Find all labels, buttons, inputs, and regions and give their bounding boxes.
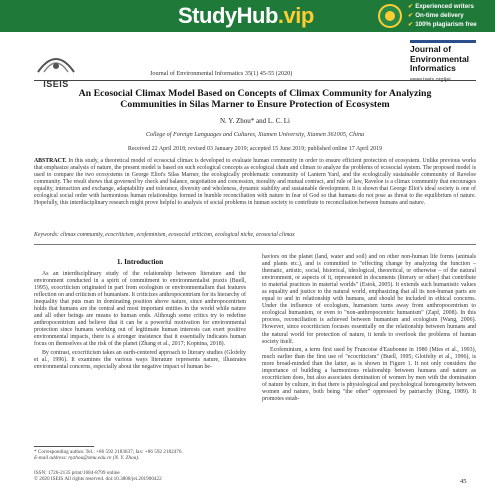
author-list: N. Y. Zhou* and L. C. Li (220, 117, 290, 125)
body-paragraph: haviors on the planet (land, water and soil) and on other non-human life forms (animals and plants etc.), and is committed to "effecting change by analyzing the function – thematic, artistic, social, historical, ideological, theoretical, or otherwise – of the natural environment, or aspects of it, represented in documents (literary or other) that contribute to material practices in material worlds" (Estok, 2005). It extends such humanistic values as equality and justice to the natural world, emphasizing that all its non-human parts are equal to and in relationship with humans, and should be included in ethical concerns. Under the influence of ecologism, humanism turns away from anthropocentrism to ecological humanism, or even to "non-anthropocentric humanism" (Zapf, 2008). In this process, reconciliation is achieved between humanism and ecologism (Wang, 2006). However, since ecocriticism focuses essentially on the relationship between humans and the natural world for protection of nature, it tends to overlook the problems of human society itself. (262, 254, 476, 345)
right-column (262, 254, 476, 404)
journal-name-line: Environmental (410, 53, 470, 64)
abstract (34, 158, 476, 207)
publication-dates: Received 22 April 2018; revised 03 January 2019; accepted 15 June 2019; published online 17 April 2019 (127, 146, 383, 152)
left-column (34, 258, 246, 372)
article-title (40, 88, 470, 110)
journal-logo (410, 40, 476, 83)
body-paragraph: Ecofeminism, a term first used by Francoise d'Eaubonne in 1980 (Mies et al., 1993), much earlier than the first use of "ecocriticism" (Buell, 1995; Glotfelty et al., 1996), is more broad-minded than the latter, as is shown in Figure 1. It not only considers the importance of building a harmonious relationship between humans and nature as ecocriticism does, but also associates domination of women by men with the domination of nature by culture, in that there is physiological and psychological homogeneity between women and nature, both being "the other" oppressed by patriarchy (King, 1989). It promotes estab- (262, 346, 476, 402)
journal-name-line: Journal of (410, 44, 452, 54)
footnote-line: E-mail address: nyzhou@xmu.edu.cn (N. Y. Zhou). (34, 455, 140, 462)
brand-logo[interactable] (178, 3, 314, 29)
journal-name-line: Informatics (410, 63, 456, 73)
abstract-text: In this study, a theoretical model of ecosocial climax is developed to evaluate human community in order to ensure efficient protection of ecosystem. Unlike previous works that emphasize analysis of nature, the present model is based on such ecological concepts as ecological chain and climax to analyze the problems of ecosocial system. The proposed model is used to compare the two ecosystems in George Eliot's Silas Marner, the ecologically problematic community of Lantern Yard, and the ecologically sustainable community of Raveloe community. The result shows that governed by check and balance, negotiation and concession, morality and mutual contract, and rule of law, Raveloe is a climax community that encourages equality, interaction and exchange, adaptability and tolerance, diversity and wholeness, dynamic stability and sustainable development. It is shown that George Eliot's ideal society is one of ecological social order with harmonious human relationships formed in humble reconciliation with nature in fear of God so that humans do not pose as threat to the equilibrium of nature. Hopefully, this interdisciplinary research might prove helpful to analysis of social problems in human society to contribute to reconciliation between humans and nature. (34, 158, 476, 206)
header-divider (34, 80, 476, 81)
journal-url[interactable]: www.iseis.org/jei (410, 76, 451, 83)
check-icon: ✔ (408, 12, 414, 19)
footnote-divider (34, 446, 94, 447)
brand-name: StudyHub (178, 3, 278, 28)
promo-banner (0, 0, 495, 32)
footnotes (34, 449, 246, 461)
brand-dot: . (277, 3, 284, 28)
body-paragraph: By contrast, ecocriticism takes an earth-centered approach to literary studies (Glofelty et al., 1996). It examines the various ways literature represents nature, illustrates environmental concerns, especially about the negative impact of human be- (34, 349, 246, 370)
body-paragraph: As an interdisciplinary study of the relationship between literature and the environment conducted in a spirit of commitment to environmentalist praxis (Buell, 1995), ecocriticism originated in part from ecologism or environmentalism that features reflection on and criticism of humanism. It criticizes anthropocentrism for its hierarchy of inequality that puts man in dominating position above nature, since anthropocentrism holds that humans are the central and most important entities in the world while nature and all other beings are means to human ends. Although some critics try to redefine anthropocentrism and believe that it can be a powerful motivation for environmental protection since humans working out of legitimate human interests can exert positive environmental impacts, there is a stronger insistence that it essentially indicates human focus on themselves at the risk of the planet (Zhang et al., 2017; Kopnina, 2018). (34, 271, 246, 348)
publisher-logo (34, 52, 78, 89)
abstract-divider (34, 244, 476, 245)
publisher-emblem-icon (34, 52, 78, 74)
section-heading: 1. Introduction (116, 258, 164, 266)
check-icon: ✔ (408, 3, 414, 10)
keywords: Keywords: climax community, ecocriticism, ecofeminism, ecosocial criticism, ecological niche, ecosocial climax (34, 232, 295, 238)
footnote-line: * Corresponding author. Tel.: +86 592 2183637; fax: +86 592 2182476. (34, 449, 183, 455)
feature-item: ✔ On-time delivery (408, 12, 464, 19)
issn-line: © 2020 ISEIS All rights reserved. doi:10.3808/jei.201900422 (34, 476, 162, 483)
feature-list (408, 2, 494, 29)
brand-extension: vip (283, 3, 314, 28)
title-line: An Ecosocial Climax Model Based on Concepts of Climax Community for Analyzing (78, 88, 432, 99)
quality-seal-icon (378, 4, 402, 28)
feature-item: ✔ 100% plagiarism free (408, 21, 477, 28)
author-affiliation: College of Foreign Languages and Cultures, Xiamen University, Xiamen 361005, China (145, 131, 365, 138)
title-line: Communities in Silas Marner to Ensure Protection of Ecosystem (120, 99, 390, 110)
publisher-logo-text: ISEIS (43, 79, 69, 89)
page-number: 45 (460, 478, 467, 485)
issn-block (34, 470, 246, 482)
check-icon: ✔ (408, 21, 414, 28)
abstract-label: ABSTRACT. (34, 158, 67, 164)
journal-citation: Journal of Environmental Informatics 35(1) 45-55 (2020) (150, 70, 293, 77)
feature-item: ✔ Experienced writers (408, 3, 474, 10)
issn-line: ISSN: 1726-2135 print/1684-8799 online (34, 470, 120, 476)
